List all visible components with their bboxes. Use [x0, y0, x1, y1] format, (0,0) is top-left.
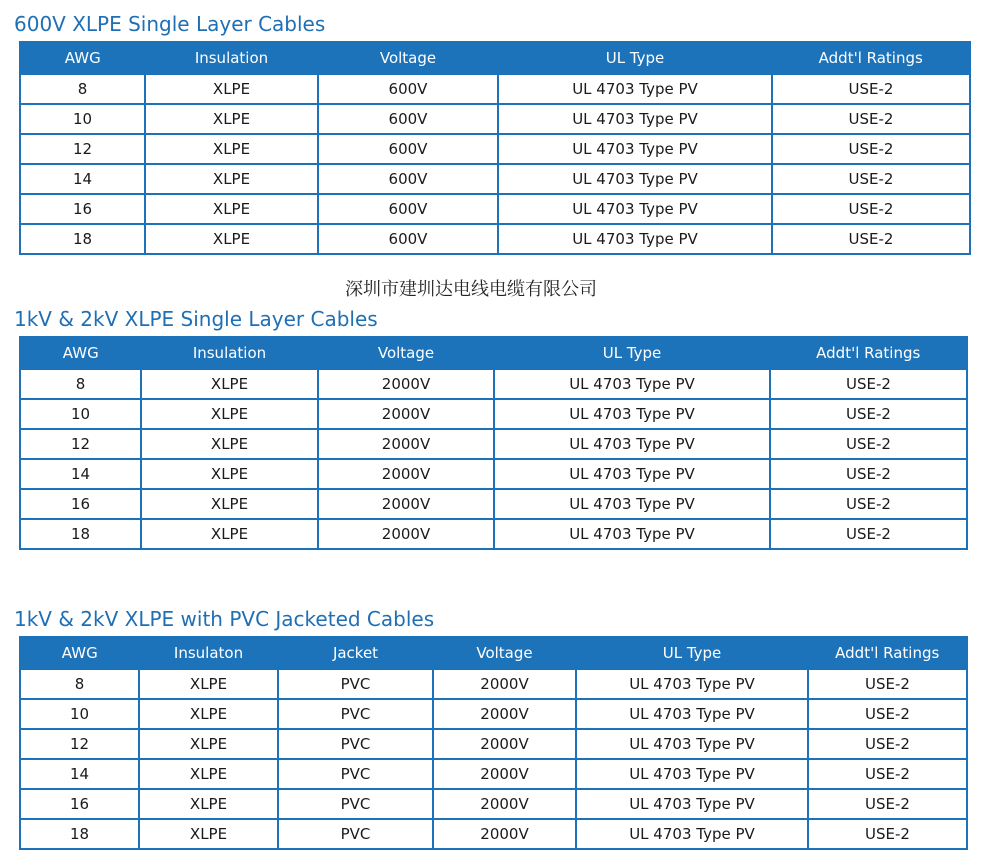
column-header: Insulaton: [139, 637, 278, 669]
table-cell: USE-2: [808, 669, 967, 699]
table-cell: USE-2: [770, 369, 967, 399]
table-cell: 2000V: [433, 789, 576, 819]
table-row: [20, 459, 967, 489]
table-cell: 14: [20, 164, 145, 194]
table-row: [20, 134, 970, 164]
table-cell: UL 4703 Type PV: [576, 819, 808, 849]
cable-table-2kv: [19, 336, 968, 550]
table-cell: XLPE: [141, 489, 318, 519]
table-cell: UL 4703 Type PV: [498, 74, 772, 104]
table-cell: XLPE: [139, 759, 278, 789]
table-cell: XLPE: [141, 399, 318, 429]
table-cell: UL 4703 Type PV: [494, 459, 770, 489]
table-row: [20, 104, 970, 134]
section-3-title: 1kV & 2kV XLPE with PVC Jacketed Cables: [14, 607, 435, 631]
table-cell: UL 4703 Type PV: [576, 789, 808, 819]
table-cell: PVC: [278, 729, 433, 759]
table-cell: 2000V: [433, 729, 576, 759]
column-header: Addt'l Ratings: [808, 637, 967, 669]
column-header: Voltage: [433, 637, 576, 669]
column-header: AWG: [20, 337, 141, 369]
table-cell: XLPE: [139, 669, 278, 699]
table-cell: PVC: [278, 759, 433, 789]
table-cell: UL 4703 Type PV: [494, 429, 770, 459]
table-cell: XLPE: [139, 819, 278, 849]
table-cell: USE-2: [770, 429, 967, 459]
table-cell: 8: [20, 74, 145, 104]
table-cell: UL 4703 Type PV: [494, 489, 770, 519]
table-cell: 14: [20, 459, 141, 489]
table-cell: UL 4703 Type PV: [494, 369, 770, 399]
table-cell: XLPE: [139, 699, 278, 729]
table-cell: 2000V: [318, 429, 494, 459]
table-cell: 2000V: [318, 459, 494, 489]
table-row: [20, 164, 970, 194]
table-row: [20, 669, 967, 699]
table-cell: 2000V: [318, 369, 494, 399]
table-cell: USE-2: [772, 104, 970, 134]
table-cell: XLPE: [145, 164, 318, 194]
table-cell: 10: [20, 699, 139, 729]
table-header-row: [20, 42, 970, 74]
column-header: UL Type: [498, 42, 772, 74]
company-name-text: 深圳市建圳达电线电缆有限公司: [345, 279, 597, 300]
table-cell: 2000V: [433, 819, 576, 849]
table-row: [20, 194, 970, 224]
section-1-title: 600V XLPE Single Layer Cables: [14, 12, 326, 36]
cable-table-pvc-jacketed: [19, 636, 968, 850]
table-cell: 2000V: [433, 669, 576, 699]
table-cell: XLPE: [145, 104, 318, 134]
table-cell: PVC: [278, 789, 433, 819]
table-cell: 16: [20, 789, 139, 819]
table-row: [20, 729, 967, 759]
table-row: [20, 399, 967, 429]
table-cell: UL 4703 Type PV: [498, 164, 772, 194]
column-header: Insulation: [141, 337, 318, 369]
table-cell: XLPE: [139, 729, 278, 759]
table-cell: XLPE: [145, 194, 318, 224]
table-cell: USE-2: [770, 399, 967, 429]
table-cell: XLPE: [145, 224, 318, 254]
column-header: Voltage: [318, 337, 494, 369]
table-cell: UL 4703 Type PV: [576, 759, 808, 789]
table-cell: XLPE: [145, 134, 318, 164]
table-cell: UL 4703 Type PV: [498, 134, 772, 164]
table-cell: 2000V: [433, 759, 576, 789]
table-cell: 2000V: [433, 699, 576, 729]
table-header-row: [20, 337, 967, 369]
table-cell: 600V: [318, 194, 498, 224]
table-cell: PVC: [278, 669, 433, 699]
table-cell: USE-2: [808, 729, 967, 759]
table-cell: XLPE: [145, 74, 318, 104]
table-cell: 8: [20, 669, 139, 699]
table-cell: 8: [20, 369, 141, 399]
table-header-row: [20, 637, 967, 669]
table-cell: 10: [20, 399, 141, 429]
table-cell: USE-2: [772, 224, 970, 254]
table-cell: 16: [20, 194, 145, 224]
table-cell: 12: [20, 729, 139, 759]
table-row: [20, 699, 967, 729]
table-cell: USE-2: [808, 759, 967, 789]
table-cell: 2000V: [318, 399, 494, 429]
table-cell: USE-2: [808, 819, 967, 849]
table-cell: XLPE: [141, 429, 318, 459]
column-header: AWG: [20, 637, 139, 669]
table-cell: UL 4703 Type PV: [576, 729, 808, 759]
table-cell: USE-2: [770, 519, 967, 549]
table-cell: USE-2: [770, 489, 967, 519]
table-cell: 10: [20, 104, 145, 134]
column-header: UL Type: [576, 637, 808, 669]
table-cell: 600V: [318, 74, 498, 104]
table-cell: PVC: [278, 819, 433, 849]
table-cell: USE-2: [770, 459, 967, 489]
table-cell: USE-2: [808, 699, 967, 729]
table-cell: 18: [20, 519, 141, 549]
table-cell: 600V: [318, 134, 498, 164]
table-cell: 16: [20, 489, 141, 519]
table-cell: UL 4703 Type PV: [494, 519, 770, 549]
table-cell: XLPE: [141, 459, 318, 489]
cable-table-600v: [19, 41, 971, 255]
table-cell: UL 4703 Type PV: [494, 399, 770, 429]
column-header: Insulation: [145, 42, 318, 74]
table-row: [20, 74, 970, 104]
table-cell: PVC: [278, 699, 433, 729]
table-row: [20, 759, 967, 789]
table-cell: 600V: [318, 224, 498, 254]
column-header: Addt'l Ratings: [770, 337, 967, 369]
column-header: Jacket: [278, 637, 433, 669]
table-cell: USE-2: [772, 164, 970, 194]
table-cell: 18: [20, 224, 145, 254]
table-cell: 14: [20, 759, 139, 789]
table-cell: UL 4703 Type PV: [576, 699, 808, 729]
column-header: Addt'l Ratings: [772, 42, 970, 74]
section-2-title: 1kV & 2kV XLPE Single Layer Cables: [14, 307, 378, 331]
table-row: [20, 224, 970, 254]
table-cell: 2000V: [318, 519, 494, 549]
table-cell: 12: [20, 429, 141, 459]
table-cell: 2000V: [318, 489, 494, 519]
table-cell: UL 4703 Type PV: [498, 224, 772, 254]
table-cell: USE-2: [772, 194, 970, 224]
table-row: [20, 369, 967, 399]
table-cell: UL 4703 Type PV: [498, 194, 772, 224]
table-row: [20, 519, 967, 549]
table-cell: XLPE: [139, 789, 278, 819]
table-cell: USE-2: [772, 74, 970, 104]
table-row: [20, 789, 967, 819]
table-cell: UL 4703 Type PV: [576, 669, 808, 699]
table-cell: USE-2: [772, 134, 970, 164]
column-header: AWG: [20, 42, 145, 74]
table-cell: UL 4703 Type PV: [498, 104, 772, 134]
column-header: UL Type: [494, 337, 770, 369]
table-cell: USE-2: [808, 789, 967, 819]
table-cell: 12: [20, 134, 145, 164]
table-cell: 600V: [318, 164, 498, 194]
table-cell: 600V: [318, 104, 498, 134]
table-row: [20, 429, 967, 459]
table-cell: XLPE: [141, 369, 318, 399]
column-header: Voltage: [318, 42, 498, 74]
table-row: [20, 819, 967, 849]
table-cell: 18: [20, 819, 139, 849]
table-cell: XLPE: [141, 519, 318, 549]
table-row: [20, 489, 967, 519]
